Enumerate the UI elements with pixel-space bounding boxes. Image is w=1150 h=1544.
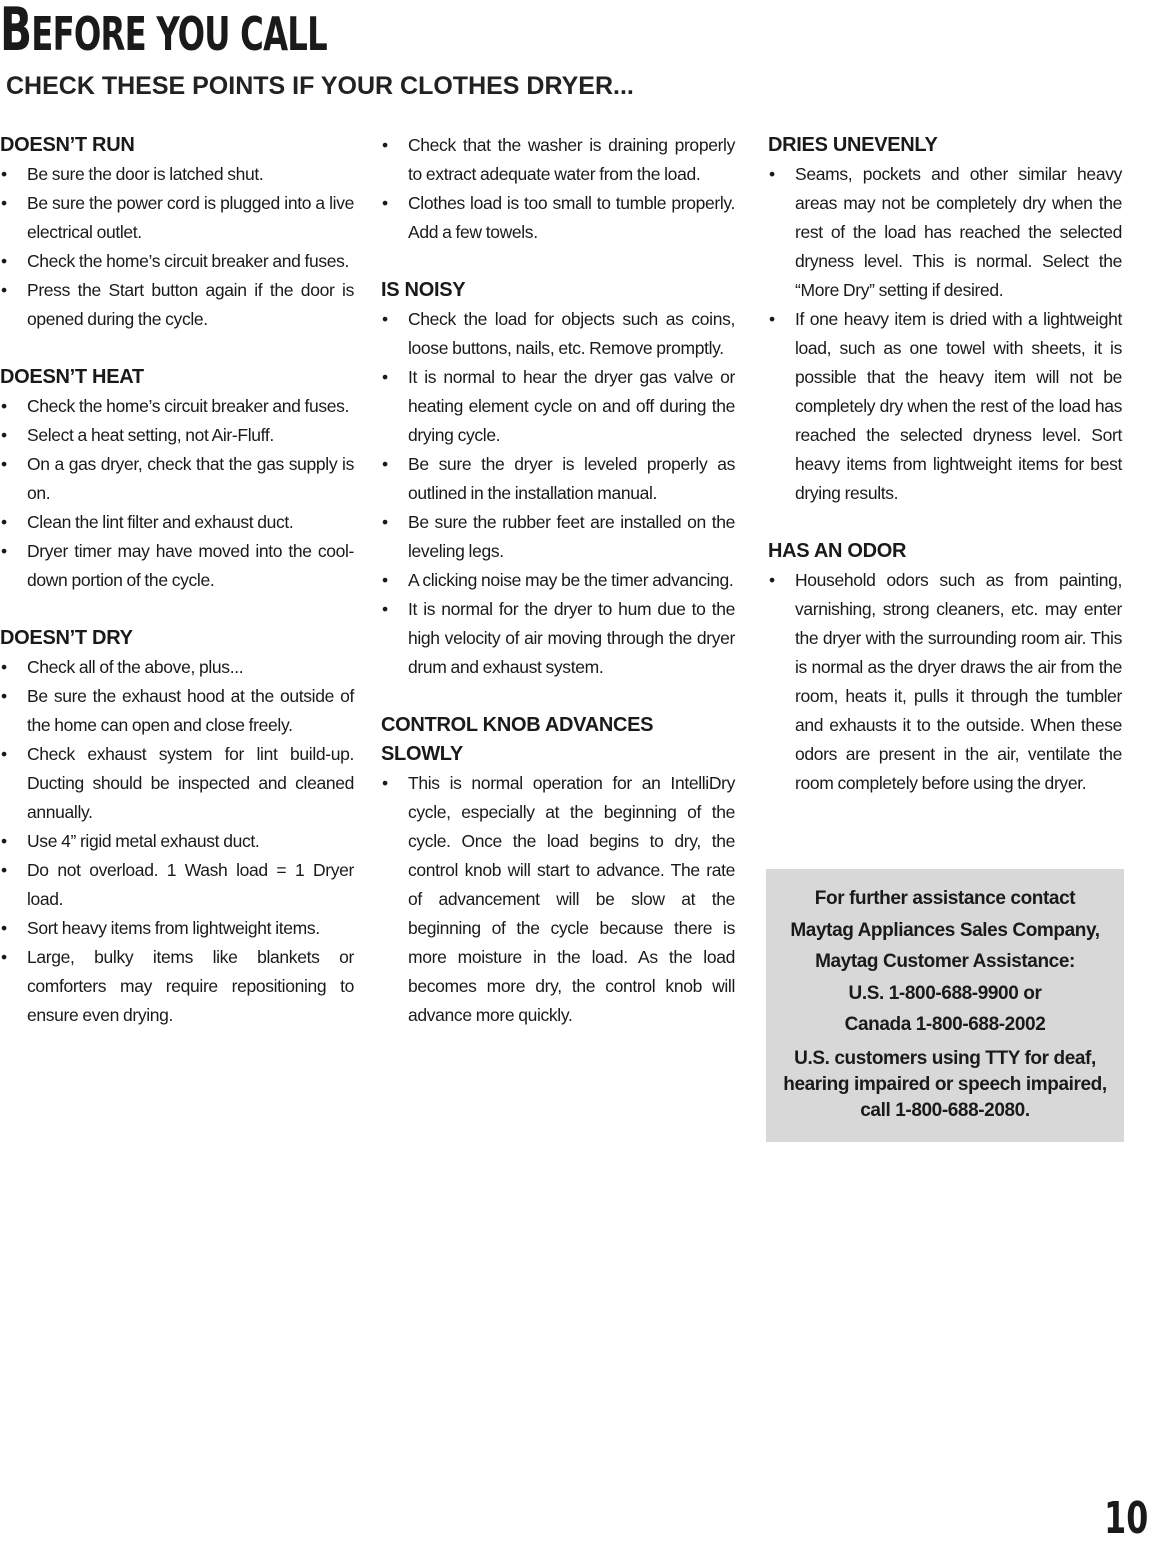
checklist-item <box>0 827 354 856</box>
assistance-company: Maytag Appliances Sales Company, <box>790 919 1100 941</box>
bullet-icon: • <box>1 860 7 880</box>
troubleshoot-section <box>381 276 735 682</box>
bullet-icon: • <box>1 164 7 184</box>
checklist-item-text: Sort heavy items from lightweight items. <box>27 918 320 938</box>
bullet-icon: • <box>769 164 775 184</box>
bullet-icon: • <box>1 396 7 416</box>
troubleshoot-section <box>0 624 354 1030</box>
page-title-initial: B <box>0 0 32 65</box>
column-middle <box>381 131 735 1059</box>
bullet-icon: • <box>1 280 7 300</box>
checklist-item <box>381 450 735 508</box>
checklist-item-text: Clean the lint filter and exhaust duct. <box>27 512 294 532</box>
checklist-item-text: Press the Start button again if the door is opened during the cycle. <box>27 280 354 329</box>
section-title: DOESN’T RUN <box>0 134 135 156</box>
checklist-item-text: On a gas dryer, check that the gas supply is on. <box>27 454 354 503</box>
troubleshoot-section <box>0 131 354 334</box>
page-subtitle: CHECK THESE POINTS IF YOUR CLOTHES DRYER... <box>6 72 634 100</box>
troubleshoot-section <box>768 537 1122 798</box>
bullet-icon: • <box>1 831 7 851</box>
checklist-item <box>381 595 735 682</box>
bullet-icon: • <box>1 657 7 677</box>
assistance-phone-canada: Canada 1-800-688-2002 <box>844 1014 1046 1035</box>
checklist-item-text: Large, bulky items like blankets or comforters may require repositioning to ensure even drying. <box>27 947 354 1025</box>
checklist-item <box>0 943 354 1030</box>
column-right <box>768 131 1122 827</box>
checklist-item <box>0 392 354 421</box>
checklist-item-text: It is normal to hear the dryer gas valve or heating element cycle on and off during the drying cycle. <box>408 367 735 445</box>
checklist-item-text: Check the home’s circuit breaker and fuses. <box>27 251 350 271</box>
assistance-box <box>766 869 1124 1142</box>
checklist-item <box>0 537 354 595</box>
checklist <box>381 131 735 247</box>
checklist-item <box>0 914 354 943</box>
checklist <box>381 305 735 682</box>
checklist-item-text: Be sure the rubber feet are installed on the leveling legs. <box>408 512 735 561</box>
checklist-item-text: A clicking noise may be the timer advancing. <box>408 570 734 590</box>
checklist-item <box>381 363 735 450</box>
bullet-icon: • <box>769 570 775 590</box>
checklist-item-text: Household odors such as from painting, varnishing, strong cleaners, etc. may enter the dryer with the surrounding room air. This is normal as the dryer draws the air from the room, heats it, pulls it through the tumbler and exhausts it to the outside. When these odors are present in the air, ventilate the room completely before using the dryer. <box>795 570 1122 793</box>
checklist-item-text: Check exhaust system for lint build-up. Ducting should be inspected and cleaned annually. <box>27 744 354 822</box>
page-title-rest: EFORE YOU CALL <box>31 7 327 61</box>
checklist-item-text: Use 4” rigid metal exhaust duct. <box>27 831 260 851</box>
checklist-item-text: Do not overload. 1 Wash load = 1 Dryer load. <box>27 860 354 909</box>
bullet-icon: • <box>382 773 388 793</box>
checklist-item <box>0 450 354 508</box>
bullet-icon: • <box>1 744 7 764</box>
checklist-item-text: Be sure the exhaust hood at the outside of the home can open and close freely. <box>27 686 354 735</box>
section-title: HAS AN ODOR <box>768 540 907 562</box>
checklist-item <box>768 305 1122 508</box>
checklist-item-text: Check all of the above, plus... <box>27 657 244 677</box>
bullet-icon: • <box>382 454 388 474</box>
checklist-item <box>381 189 735 247</box>
checklist-item-text: If one heavy item is dried with a lightweight load, such as one towel with sheets, it is possible that the heavy item will not be completely dry when the rest of the load has reached the selected dryness level. Sort heavy items from lightweight items for best drying results. <box>795 309 1122 503</box>
bullet-icon: • <box>769 309 775 329</box>
bullet-icon: • <box>1 918 7 938</box>
section-title: DOESN’T HEAT <box>0 366 144 388</box>
checklist <box>0 653 354 1030</box>
checklist-item-text: Check the home’s circuit breaker and fuses. <box>27 396 350 416</box>
checklist-item <box>0 421 354 450</box>
section-title: IS NOISY <box>381 279 466 301</box>
checklist-item <box>0 682 354 740</box>
troubleshoot-section <box>381 131 735 247</box>
checklist <box>381 769 735 1030</box>
checklist-item <box>381 131 735 189</box>
section-title: DRIES UNEVENLY <box>768 134 938 156</box>
checklist <box>768 160 1122 508</box>
checklist-item <box>0 276 354 334</box>
checklist-item <box>768 160 1122 305</box>
page-title <box>0 0 327 64</box>
checklist-item <box>381 566 735 595</box>
checklist-item <box>0 189 354 247</box>
column-left <box>0 131 354 1059</box>
bullet-icon: • <box>1 251 7 271</box>
bullet-icon: • <box>382 309 388 329</box>
checklist-item-text: Check that the washer is draining properly to extract adequate water from the load. <box>408 135 735 184</box>
checklist-item <box>768 566 1122 798</box>
checklist-item <box>381 305 735 363</box>
checklist <box>768 566 1122 798</box>
bullet-icon: • <box>382 599 388 619</box>
assistance-line: For further assistance contact <box>814 888 1076 909</box>
checklist-item-text: Dryer timer may have moved into the cool-down portion of the cycle. <box>27 541 354 590</box>
checklist-item-text: Seams, pockets and other similar heavy areas may not be completely dry when the rest of the load has reached the selected dryness level. This is normal. Select the “More Dry” setting if desired. <box>795 164 1122 300</box>
bullet-icon: • <box>382 570 388 590</box>
bullet-icon: • <box>382 193 388 213</box>
checklist-item <box>0 508 354 537</box>
checklist-item-text: Select a heat setting, not Air-Fluff. <box>27 425 274 445</box>
checklist-item <box>381 508 735 566</box>
troubleshoot-section <box>0 363 354 595</box>
page-number: 10 <box>1103 1493 1148 1544</box>
troubleshoot-section <box>381 711 735 1030</box>
checklist-item-text: Check the load for objects such as coins, loose buttons, nails, etc. Remove promptly. <box>408 309 735 358</box>
checklist-item-text: Be sure the power cord is plugged into a live electrical outlet. <box>27 193 354 242</box>
checklist-item-text: It is normal for the dryer to hum due to the high velocity of air moving through the dryer drum and exhaust system. <box>408 599 735 677</box>
checklist-item <box>0 653 354 682</box>
bullet-icon: • <box>1 686 7 706</box>
checklist <box>0 160 354 334</box>
checklist-item <box>0 247 354 276</box>
assistance-phone-us: U.S. 1-800-688-9900 or <box>848 982 1042 1004</box>
bullet-icon: • <box>1 193 7 213</box>
checklist-item-text: Be sure the door is latched shut. <box>27 164 264 184</box>
checklist-item <box>0 856 354 914</box>
checklist-item <box>0 740 354 827</box>
bullet-icon: • <box>1 425 7 445</box>
checklist-item-text: Be sure the dryer is leveled properly as outlined in the installation manual. <box>408 454 735 503</box>
section-title: CONTROL KNOB ADVANCES SLOWLY <box>381 714 654 765</box>
checklist-item <box>0 160 354 189</box>
checklist-item-text: Clothes load is too small to tumble properly. Add a few towels. <box>408 193 735 242</box>
assistance-line: Maytag Customer Assistance: <box>815 951 1075 972</box>
bullet-icon: • <box>382 135 388 155</box>
assistance-tty: U.S. customers using TTY for deaf, hearing impaired or speech impaired, call 1-800-688-2080. <box>783 1047 1107 1121</box>
bullet-icon: • <box>1 454 7 474</box>
bullet-icon: • <box>1 947 7 967</box>
section-title: DOESN’T DRY <box>0 627 133 649</box>
bullet-icon: • <box>1 512 7 532</box>
bullet-icon: • <box>382 367 388 387</box>
checklist-item <box>381 769 735 1030</box>
troubleshoot-section <box>768 131 1122 508</box>
checklist-item-text: This is normal operation for an IntelliDry cycle, especially at the beginning of the cycle. Once the load begins to dry, the control knob will start to advance. The rate of advancement will be slow at the beginning of the cycle because there is more moisture in the load. As the load becomes more dry, the control knob will advance more quickly. <box>408 773 735 1025</box>
bullet-icon: • <box>382 512 388 532</box>
bullet-icon: • <box>1 541 7 561</box>
checklist <box>0 392 354 595</box>
